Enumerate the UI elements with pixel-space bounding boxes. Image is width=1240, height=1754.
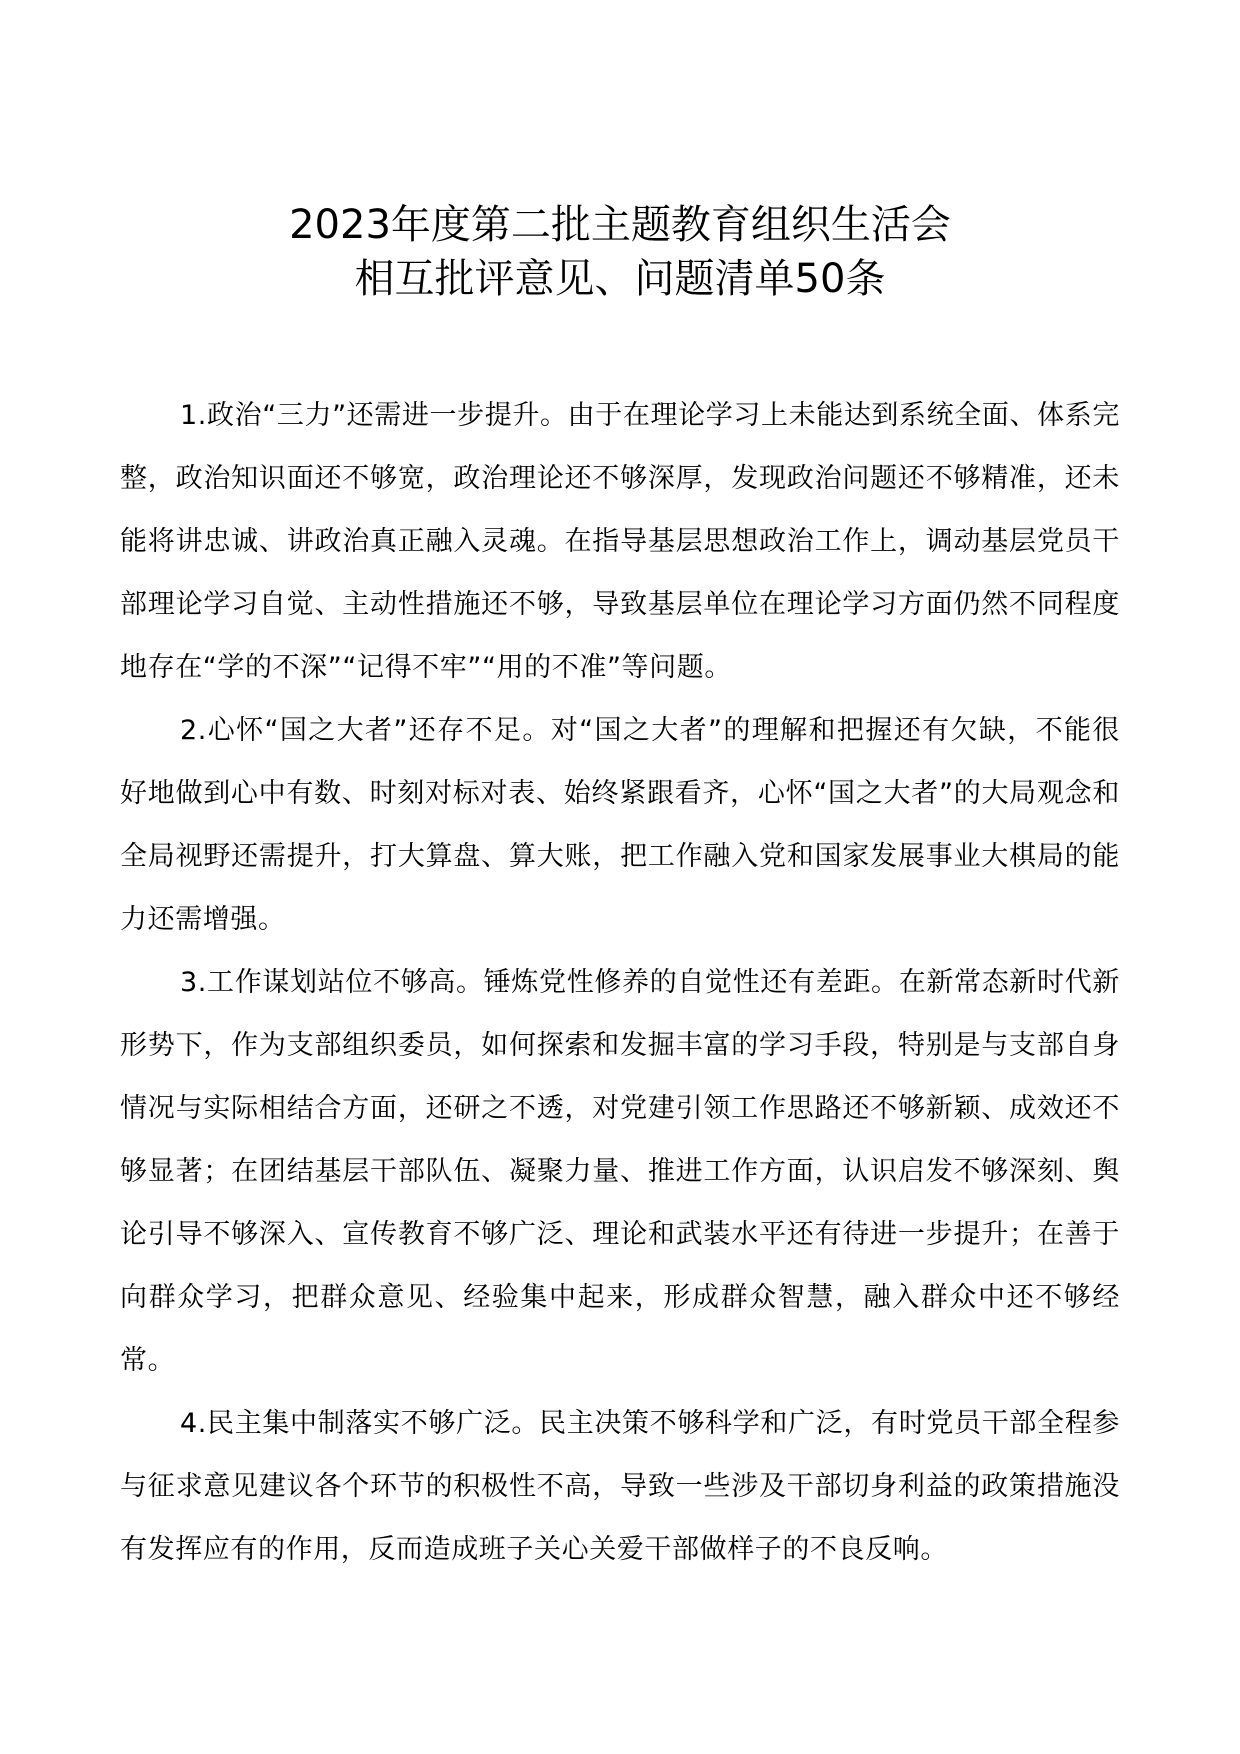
document-body (120, 384, 1120, 1581)
paragraph-3: 3.工作谋划站位不够高。锤炼党性修养的自觉性还有差距。在新常态新时代新形势下，作为支部组织委员，如何探索和发掘丰富的学习手段，特别是与支部自身情况与实际相结合方面，还研之不透，对党建引领工作思路还不够新颖、成效还不够显著；在团结基层干部队伍、凝聚力量、推进工作方面，认识启发不够深刻、舆论引导不够深入、宣传教育不够广泛、理论和武装水平还有待进一步提升；在善于向群众学习，把群众意见、经验集中起来，形成群众智慧，融入群众中还不够经常。 (120, 967, 1120, 1376)
title-line-2: 相互批评意见、问题清单50条 (354, 256, 886, 302)
paragraph-4: 4.民主集中制落实不够广泛。民主决策不够科学和广泛，有时党员干部全程参与征求意见建议各个环节的积极性不高，导致一些涉及干部切身利益的政策措施没有发挥应有的作用，反而造成班子关心关爱干部做样子的不良反响。 (120, 1408, 1120, 1565)
paragraph-1: 1.政治“三力”还需进一步提升。由于在理论学习上未能达到系统全面、体系完整，政治知识面还不够宽，政治理论还不够深厚，发现政治问题还不够精准，还未能将讲忠诚、讲政治真正融入灵魂。在指导基层思想政治工作上，调动基层党员干部理论学习自觉、主动性措施还不够，导致基层单位在理论学习方面仍然不同程度地存在“学的不深”“记得不牢”“用的不准”等问题。 (120, 400, 1120, 683)
document-title (0, 198, 1240, 306)
paragraph-2: 2.心怀“国之大者”还存不足。对“国之大者”的理解和把握还有欠缺，不能很好地做到心中有数、时刻对标对表、始终紧跟看齐，心怀“国之大者”的大局观念和全局视野还需提升，打大算盘、算大账，把工作融入党和国家发展事业大棋局的能力还需增强。 (120, 715, 1120, 935)
title-line-1: 2023年度第二批主题教育组织生活会 (289, 202, 951, 248)
